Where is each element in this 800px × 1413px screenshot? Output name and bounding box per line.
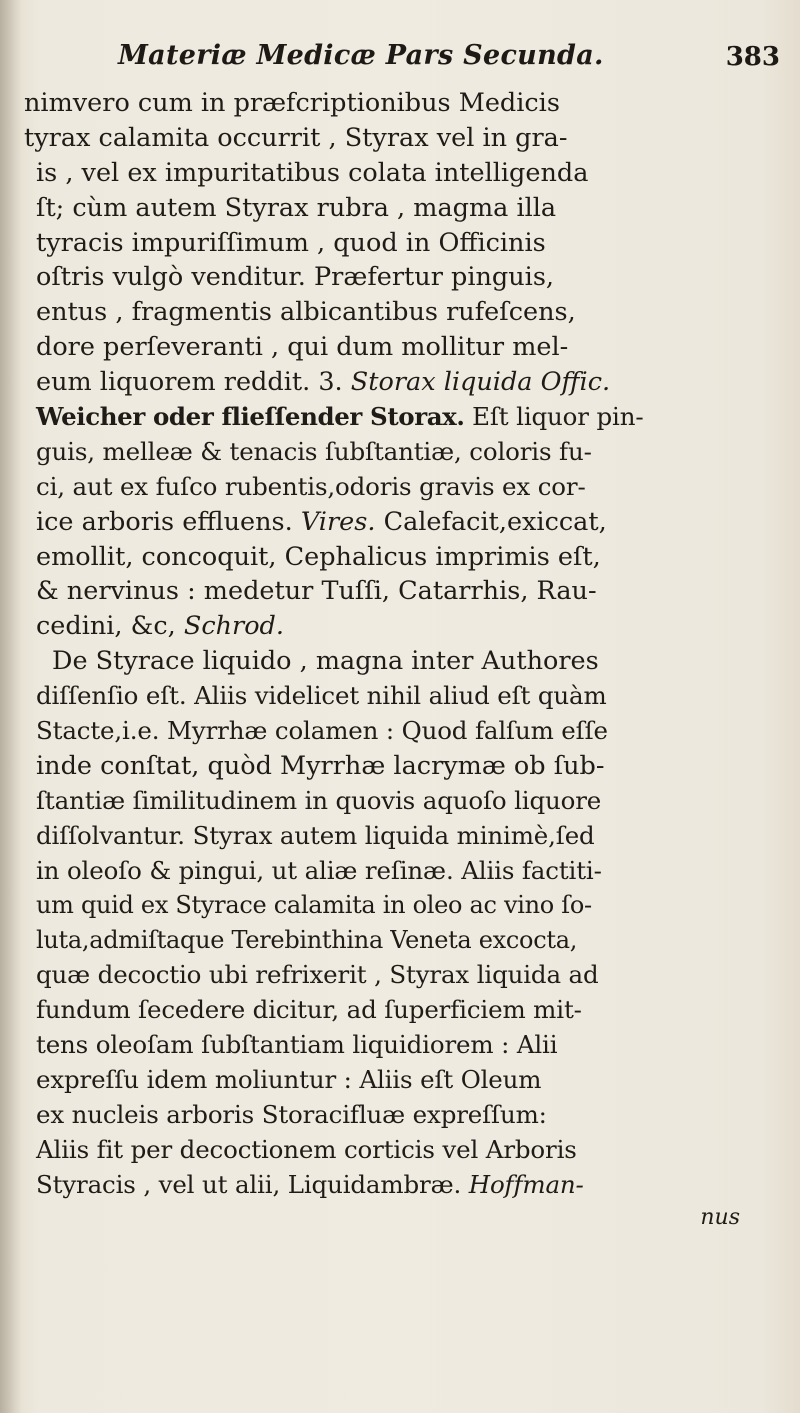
author-citation: Hoffman- <box>468 1169 584 1199</box>
text-segment: Eſt liquor pin- <box>472 402 644 432</box>
text-line: entus , fragmentis albicantibus rufeſcens, <box>36 297 576 328</box>
running-title: Materiæ Medicæ Pars Secunda. <box>118 40 604 71</box>
text-line: nimvero cum in præfcriptionibus Medicis <box>24 88 560 118</box>
running-head <box>118 40 790 86</box>
text-line <box>14 1168 790 1203</box>
text-line: in oleoſo & pingui, ut aliæ reſinæ. Aliis factiti- <box>36 855 602 885</box>
text-line: diſſolvantur. Styrax autem liquida minimè,ſed <box>36 820 595 850</box>
text-line: luta,admiſtaque Terebinthina Veneta excocta, <box>36 926 578 955</box>
text-line: & nervinus : medetur Tuſſi, Catarrhis, Rau- <box>36 576 597 607</box>
author-citation: Schrod. <box>183 611 284 642</box>
text-line <box>14 505 790 540</box>
page-number: 383 <box>725 42 780 72</box>
text-line: expreſſu idem moliuntur : Aliis eſt Oleum <box>36 1064 542 1094</box>
text-line: ci, aut ex fuſco rubentis,odoris gravis ex cor- <box>36 471 586 501</box>
text-segment: ice arboris effluens. <box>36 506 293 537</box>
text-line: Stacte,i.e. Myrrhæ colamen : Quod falſum eſſe <box>36 716 608 746</box>
catchword: nus <box>700 1204 740 1230</box>
text-line: dore perſeveranti , qui dum mollitur mel- <box>36 332 569 363</box>
text-line: ex nucleis arboris Storacifluæ expreſſum: <box>36 1099 547 1129</box>
text-line: quæ decoctio ubi refrixerit , Styrax liquida ad <box>36 960 599 990</box>
vires-label: Vires. <box>300 506 376 537</box>
text-line: is , vel ex impuritatibus colata intelligenda <box>36 157 589 188</box>
text-line <box>14 400 790 435</box>
text-line: De Styrace liquido , magna inter Authores <box>52 646 599 677</box>
text-line: oſtris vulgò venditur. Præfertur pinguis, <box>36 262 555 293</box>
german-name: Weicher oder flieſſender Storax. <box>36 402 465 432</box>
text-segment: Styracis , vel ut alii, Liquidambræ. <box>36 1169 462 1199</box>
text-line: diſſenſio eſt. Aliis videlicet nihil aliud eſt quàm <box>36 681 607 711</box>
text-line: ſtantiæ ſimilitudinem in quovis aquoſo liquore <box>36 785 602 815</box>
text-line: emollit, concoquit, Cephalicus imprimis eſt, <box>36 541 601 572</box>
text-segment: eum liquorem reddit. <box>36 367 311 398</box>
text-segment: cedini, &c, <box>36 611 176 642</box>
text-line <box>14 365 790 400</box>
text-line <box>14 609 790 644</box>
text-line: um quid ex Styrace calamita in oleo ac vino ſo- <box>36 891 592 920</box>
text-line: tyrax calamita occurrit , Styrax vel in gra- <box>24 122 568 153</box>
text-line: tens oleoſam ſubſtantiam liquidiorem : Alii <box>36 1030 558 1060</box>
drug-name: Storax liquida Offic. <box>350 367 611 398</box>
text-segment: Calefacit,exiccat, <box>383 506 607 537</box>
text-line: guis, melleæ & tenacis ſubſtantiæ, coloris fu- <box>36 436 592 466</box>
text-line: inde conſtat, quòd Myrrhæ lacrymæ ob ſub- <box>36 750 605 781</box>
text-line: Aliis fit per decoctionem corticis vel Arboris <box>36 1134 577 1164</box>
text-line: fundum ſecedere dicitur, ad ſuperficiem mit- <box>36 995 582 1025</box>
item-number: 3. <box>318 367 343 398</box>
text-line: ſt; cùm autem Styrax rubra , magma illa <box>36 192 557 223</box>
text-line: tyracis impuriſſimum , quod in Officinis <box>36 227 546 258</box>
text-body <box>14 86 790 1233</box>
